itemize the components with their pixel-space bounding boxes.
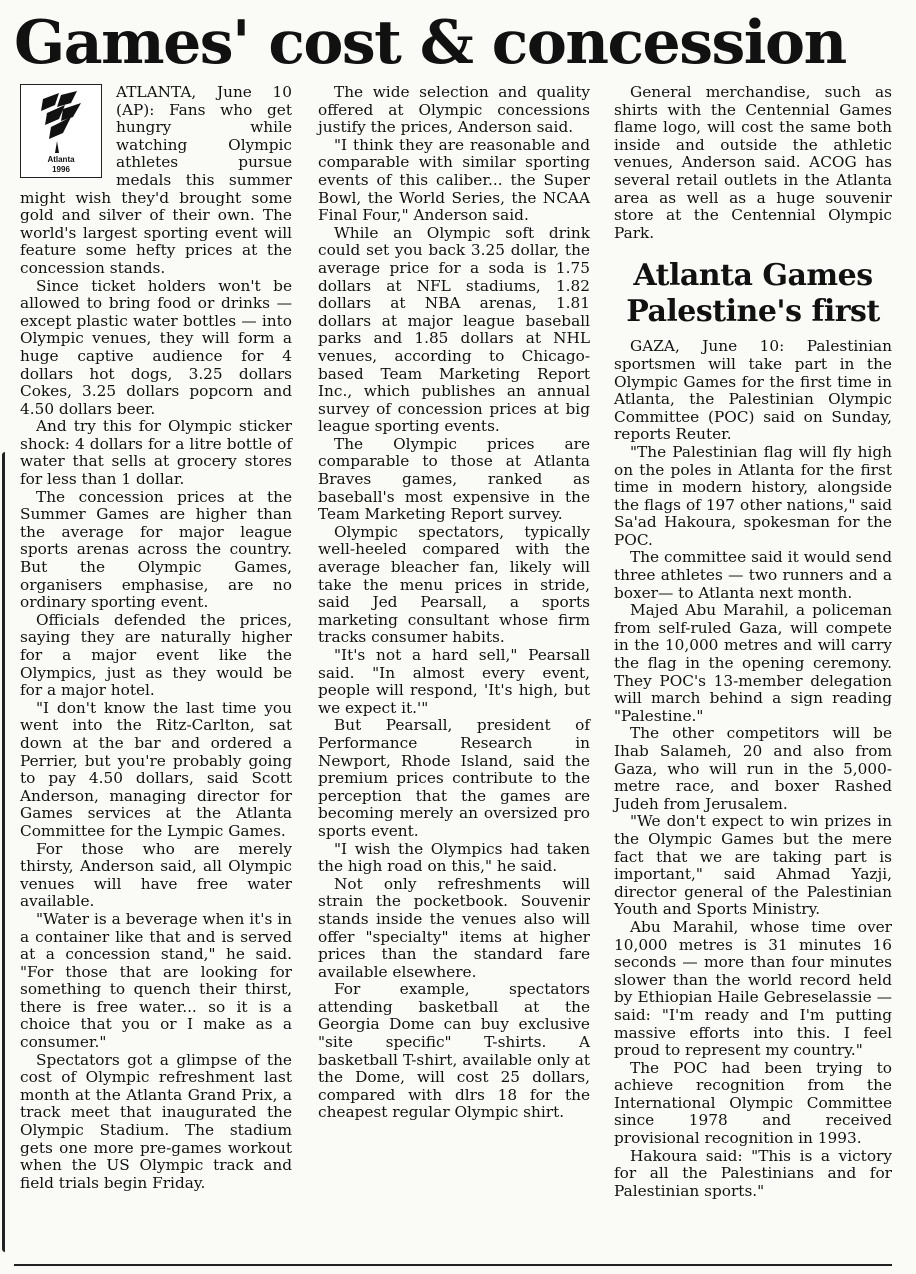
article-paragraph: The Olympic prices are comparable to those at Atlanta Braves games, ranked as baseball's most expensive in the Team Marketing Report survey.	[318, 434, 590, 524]
sidebar-headline: Atlanta Games Palestine's first	[626, 258, 880, 330]
logo-text-year: 1996	[52, 165, 70, 174]
article-paragraph: For example, spectators attending basketball at the Georgia Dome can buy exclusive "site specific" T-shirts. A basketball T-shirt, available only at the Dome, will cost 25 dollars, compared with dlrs 18 for the cheapest regular Olympic shirt.	[318, 980, 590, 1122]
article-paragraph: Olympic spectators, typically well-heeled compared with the average bleacher fan, likely will take the menu prices in stride, said Jed Pearsall, a sports marketing consultant whose firm tracks consumer habits.	[318, 522, 590, 647]
sidebar-paragraph: Abu Marahil, whose time over 10,000 metres is 31 minutes 16 seconds — more than four minutes slower than the world record held by Ethiopian Haile Gebreselassie — said: "I'm ready and I'm putting massive efforts into this. I feel proud to represent my country."	[614, 917, 892, 1060]
article-column-1	[20, 84, 292, 1192]
sidebar-paragraph: The POC had been trying to achieve recognition from the International Olympic Committee since 1978 and received provisional recognition in 1993.	[614, 1058, 892, 1148]
article-paragraph: "It's not a hard sell," Pearsall said. "In almost every event, people will respond, 'It's high, but we expect it.'"	[318, 646, 590, 717]
logo-text-city: Atlanta	[47, 155, 75, 164]
article-paragraph: "I think they are reasonable and comparable with similar sporting events of this caliber... the Super Bowl, the World Series, the NCAA Final Four," Anderson said.	[318, 135, 590, 225]
article-paragraph: While an Olympic soft drink could set you back 3.25 dollar, the average price for a soda is 1.75 dollars at NFL stadiums, 1.82 dollars at NBA arenas, 1.81 dollars at major league baseball parks and 1.85 dollars at NHL venues, according to Chicago-based Team Marketing Report Inc., which publishes an annual survey of concession prices at big league sporting events.	[318, 223, 590, 436]
article-paragraph: For those who are merely thirsty, Anderson said, all Olympic venues will have free water available.	[20, 839, 292, 911]
sidebar-paragraph: "The Palestinian flag will fly high on the poles in Atlanta for the first time in modern history, alongside the flags of 197 other nations," said Sa'ad Hakoura, spokesman for the POC.	[614, 442, 892, 549]
sidebar-paragraph: "We don't expect to win prizes in the Olympic Games but the mere fact that we are taking part is important," said Ahmad Yazji, director general of the Palestinian Youth and Sports Ministry.	[614, 812, 892, 919]
article-paragraph: Officials defended the prices, saying they are naturally higher for a major event like the Olympics, just as they would be for a major hotel.	[20, 610, 292, 700]
sidebar-paragraph: The committee said it would send three athletes — two runners and a boxer— to Atlanta next month.	[614, 548, 892, 602]
sidebar-paragraph: Majed Abu Marahil, a policeman from self-ruled Gaza, will compete in the 10,000 metres and will carry the flag in the opening ceremony. They POC's 13-member delegation will march behind a sign reading "Palestine."	[614, 601, 892, 725]
article-paragraph: "I wish the Olympics had taken the high road on this," he said.	[318, 839, 590, 876]
article-paragraph: Since ticket holders won't be allowed to bring food or drinks — except plastic water bottles — into Olympic venues, they will form a huge captive audience for 4 dollars hot dogs, 3.25 dollars Cokes, 3.25 dollars popcorn and 4.50 dollars beer.	[20, 276, 292, 418]
article-column-3	[614, 84, 892, 1200]
bottom-rule	[14, 1264, 892, 1266]
torch-icon	[37, 91, 85, 153]
article-paragraph: General merchandise, such as shirts with the Centennial Games flame logo, will cost the same both inside and outside the athletic venues, Anderson said. ACOG has several retail outlets in the Atlanta area as well as a huge souvenir store at the Centennial Olympic Park.	[614, 83, 892, 242]
article-paragraph: And try this for Olympic sticker shock: 4 dollars for a litre bottle of water that sells at grocery stores for less than 1 dollar.	[20, 417, 292, 489]
sidebar-paragraph: GAZA, June 10: Palestinian sportsmen will take part in the Olympic Games for the first time in Atlanta, the Palestinian Olympic Committee (POC) said on Sunday, reports Reuter.	[614, 337, 892, 444]
article-column-2	[318, 84, 590, 1122]
article-paragraph: Not only refreshments will strain the pocketbook. Souvenir stands inside the venues also will offer "specialty" items at higher prices than the standard fare available elsewhere.	[318, 874, 590, 981]
column-rule	[2, 452, 10, 1252]
article-paragraph: The concession prices at the Summer Games are higher than the average for major league sports arenas across the country. But the Olympic Games, organisers emphasise, are no ordinary sporting event.	[20, 487, 292, 612]
atlanta-1996-logo	[20, 84, 102, 178]
article-paragraph: ATLANTA, June 10 (AP): Fans who get hungry while watching Olympic athletes pursue medals this summer might wish they'd brought some gold and silver of their own. The world's largest sporting event will feature some hefty prices at the concession stands.	[20, 83, 292, 277]
article-paragraph: But Pearsall, president of Performance Research in Newport, Rhode Island, said the premium prices contribute to the perception that the games are becoming merely an oversized pro sports event.	[318, 716, 590, 840]
article-paragraph: "I don't know the last time you went into the Ritz-Carlton, sat down at the bar and ordered a Perrier, but you're probably going to pay 4.50 dollars, said Scott Anderson, managing director for Games services at the Atlanta Committee for the Lympic Games.	[20, 698, 292, 840]
article-paragraph: The wide selection and quality offered at Olympic concessions justify the prices, Anderson said.	[318, 83, 590, 137]
article-paragraph: "Water is a beverage when it's in a container like that and is served at a concession stand," he said. "For those that are looking for something to quench their thirst, there is free water... so it is a choice that you or I make as a consumer."	[20, 909, 292, 1052]
sidebar-paragraph: The other competitors will be Ihab Salameh, 20 and also from Gaza, who will run in the 5,000-metre race, and boxer Rashed Judeh from Jerusalem.	[614, 724, 892, 813]
article-paragraph: Spectators got a glimpse of the cost of Olympic refreshment last month at the Atlanta Grand Prix, a track meet that inaugurated the Olympic Stadium. The stadium gets one more pre-games workout when the US Olympic track and field trials begin Friday.	[20, 1050, 292, 1192]
headline: Games' cost & concession	[14, 8, 846, 78]
sidebar-paragraph: Hakoura said: "This is a victory for all the Palestinians and for Palestinian sports."	[614, 1146, 892, 1200]
